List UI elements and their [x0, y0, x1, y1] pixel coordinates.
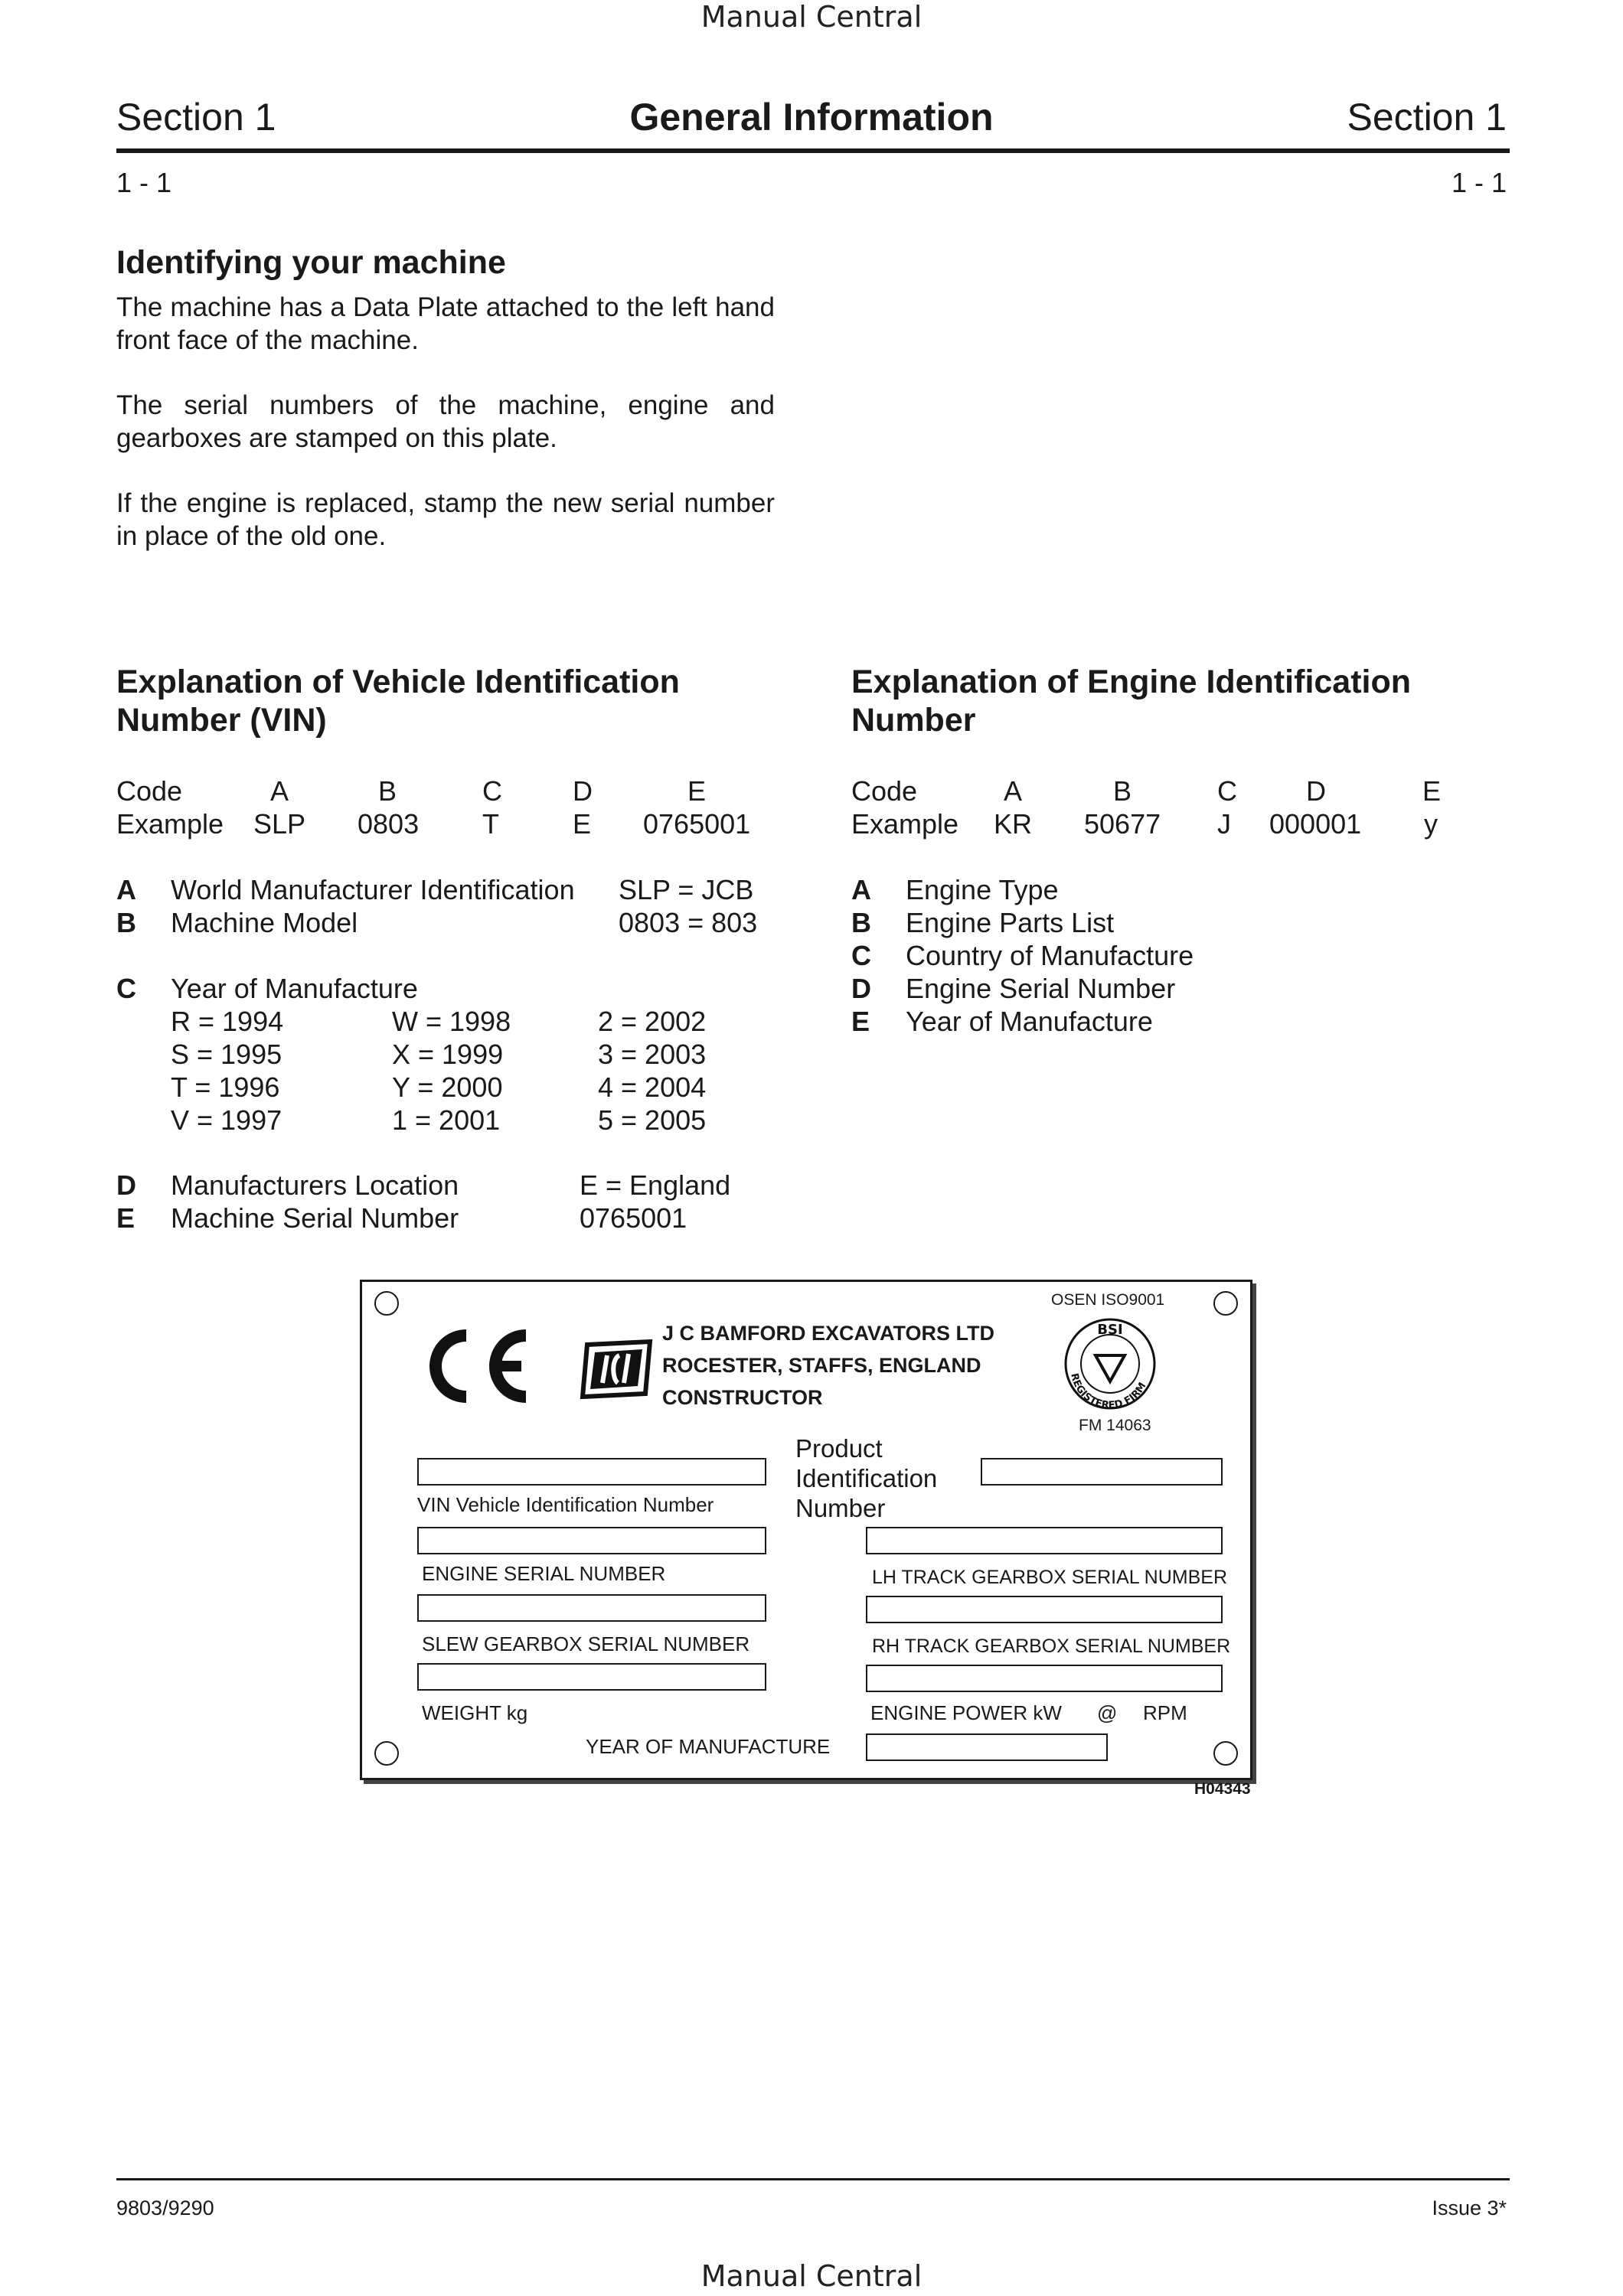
vin-value-e: 0765001 [580, 1202, 687, 1234]
vin-letter-d: D [116, 1169, 136, 1201]
vin-code-c: C [482, 775, 502, 807]
page-title: General Information [629, 96, 994, 139]
year-code: T = 1996 [171, 1071, 280, 1103]
engine-code-d: D [1306, 775, 1326, 807]
vin-label-c: Year of Manufacture [171, 973, 418, 1004]
plate-rpm-label: RPM [1143, 1701, 1187, 1724]
engine-example-a: KR [994, 808, 1033, 840]
plate-iso-label: OSEN ISO9001 [1051, 1291, 1165, 1309]
year-code: X = 1999 [392, 1039, 504, 1070]
plate-year-label: YEAR OF MANUFACTURE [586, 1735, 831, 1758]
plate-product-id-line-2: Identification [795, 1464, 938, 1492]
engine-label-e: Year of Manufacture [906, 1006, 1153, 1037]
plate-vin-label: VIN Vehicle Identification Number [417, 1493, 714, 1516]
plate-hole-icon [1213, 1291, 1238, 1316]
engine-serial-field-box [417, 1527, 766, 1554]
vin-letter-b: B [116, 907, 136, 938]
plate-weight-label: WEIGHT kg [422, 1701, 528, 1724]
plate-company-line-1: J C BAMFORD EXCAVATORS LTD [662, 1322, 995, 1345]
year-code: Y = 2000 [392, 1071, 503, 1103]
identify-heading: Identifying your machine [116, 244, 506, 281]
vin-heading-line-2: Number (VIN) [116, 702, 327, 739]
engine-label-a: Engine Type [906, 874, 1059, 905]
header-section-right: Section 1 [1347, 96, 1507, 139]
engine-example-d: 000001 [1269, 808, 1362, 840]
year-code: W = 1998 [392, 1006, 511, 1037]
svg-text:BSI: BSI [1097, 1322, 1123, 1338]
engine-code-c: C [1217, 775, 1237, 807]
vin-value-a: SLP = JCB [619, 874, 754, 905]
plate-hole-icon [1213, 1741, 1238, 1766]
lh-track-field-box [866, 1527, 1223, 1554]
vin-code-a: A [270, 775, 289, 807]
engine-example-label: Example [851, 808, 959, 840]
engine-example-e: y [1424, 808, 1438, 840]
plate-rh-track-label: RH TRACK GEARBOX SERIAL NUMBER [872, 1636, 1231, 1657]
header-rule [116, 148, 1510, 153]
engine-letter-e: E [851, 1006, 870, 1037]
engine-letter-a: A [851, 874, 871, 905]
year-code: 1 = 2001 [392, 1104, 501, 1136]
year-code: 2 = 2002 [598, 1006, 707, 1037]
vin-example-e: 0765001 [643, 808, 751, 840]
plate-lh-track-label: LH TRACK GEARBOX SERIAL NUMBER [872, 1567, 1228, 1588]
footer-document-number: 9803/9290 [116, 2197, 214, 2219]
engine-letter-d: D [851, 973, 871, 1004]
year-code: R = 1994 [171, 1006, 284, 1037]
jcb-logo-icon [580, 1339, 653, 1400]
bsi-registered-firm-icon [1060, 1314, 1160, 1414]
vin-label-b: Machine Model [171, 907, 358, 938]
vin-code-label: Code [116, 775, 183, 807]
page-number-left: 1 - 1 [116, 167, 172, 198]
engine-letter-c: C [851, 940, 871, 971]
vin-code-b: B [378, 775, 397, 807]
vin-code-e: E [687, 775, 707, 807]
year-code: 5 = 2005 [598, 1104, 707, 1136]
identify-paragraph-1: The machine has a Data Plate attached to the left hand front face of the machine. [116, 292, 775, 355]
engine-label-d: Engine Serial Number [906, 973, 1176, 1004]
vin-heading-line-1: Explanation of Vehicle Identification [116, 664, 680, 700]
plate-slew-label: SLEW GEARBOX SERIAL NUMBER [422, 1632, 750, 1655]
plate-product-id-line-3: Number [795, 1494, 886, 1522]
year-code: 4 = 2004 [598, 1071, 707, 1103]
slew-gearbox-field-box [417, 1594, 766, 1622]
year-code: S = 1995 [171, 1039, 282, 1070]
engine-example-b: 50677 [1084, 808, 1161, 840]
plate-hole-icon [374, 1741, 399, 1766]
vin-field-box [417, 1458, 766, 1486]
ce-mark-icon [419, 1326, 534, 1406]
page-number-right: 1 - 1 [1451, 167, 1507, 198]
plate-engine-power-label: ENGINE POWER kW [870, 1701, 1062, 1724]
rh-track-field-box [866, 1596, 1223, 1623]
engine-code-a: A [1004, 775, 1023, 807]
watermark-top: Manual Central [700, 0, 923, 34]
data-plate [360, 1280, 1252, 1780]
plate-company-line-2: ROCESTER, STAFFS, ENGLAND [662, 1354, 981, 1377]
vin-example-label: Example [116, 808, 224, 840]
engine-code-label: Code [851, 775, 918, 807]
plate-product-id-line-1: Product [795, 1434, 883, 1463]
engine-heading-line-1: Explanation of Engine Identification [851, 664, 1412, 700]
engine-example-c: J [1217, 808, 1231, 840]
engine-code-e: E [1422, 775, 1442, 807]
product-id-field-box [981, 1458, 1223, 1486]
plate-company-line-3: CONSTRUCTOR [662, 1386, 823, 1409]
header-section-left: Section 1 [116, 96, 276, 139]
engine-letter-b: B [851, 907, 871, 938]
engine-label-b: Engine Parts List [906, 907, 1115, 938]
vin-example-c: T [482, 808, 499, 840]
engine-heading-line-2: Number [851, 702, 976, 739]
engine-power-field-box [866, 1665, 1223, 1692]
year-code: 3 = 2003 [598, 1039, 707, 1070]
vin-letter-a: A [116, 874, 136, 905]
vin-value-b: 0803 = 803 [619, 907, 758, 938]
footer-rule [116, 2178, 1510, 2180]
identify-paragraph-2: The serial numbers of the machine, engine and gearboxes are stamped on this plate. [116, 390, 775, 453]
vin-code-d: D [573, 775, 593, 807]
plate-at-sign: @ [1097, 1701, 1118, 1724]
svg-text:REGISTERED FIRM: REGISTERED FIRM [1068, 1371, 1149, 1412]
year-field-box [866, 1733, 1108, 1761]
vin-label-a: World Manufacturer Identification [171, 874, 575, 905]
vin-label-e: Machine Serial Number [171, 1202, 459, 1234]
footer-issue: Issue 3* [1432, 2197, 1507, 2219]
identify-paragraph-3: If the engine is replaced, stamp the new serial number in place of the old one. [116, 488, 775, 551]
vin-letter-c: C [116, 973, 136, 1004]
engine-label-c: Country of Manufacture [906, 940, 1194, 971]
vin-value-d: E = England [580, 1169, 731, 1201]
plate-fm-number: FM 14063 [1079, 1417, 1151, 1434]
figure-reference: H04343 [1194, 1780, 1251, 1798]
vin-example-d: E [573, 808, 592, 840]
vin-example-a: SLP [253, 808, 306, 840]
plate-engine-serial-label: ENGINE SERIAL NUMBER [422, 1562, 666, 1585]
vin-letter-e: E [116, 1202, 136, 1234]
plate-hole-icon [374, 1291, 399, 1316]
weight-field-box [417, 1663, 766, 1691]
vin-label-d: Manufacturers Location [171, 1169, 459, 1201]
watermark-bottom: Manual Central [700, 2259, 923, 2293]
year-code: V = 1997 [171, 1104, 282, 1136]
engine-code-b: B [1113, 775, 1132, 807]
vin-example-b: 0803 [358, 808, 420, 840]
